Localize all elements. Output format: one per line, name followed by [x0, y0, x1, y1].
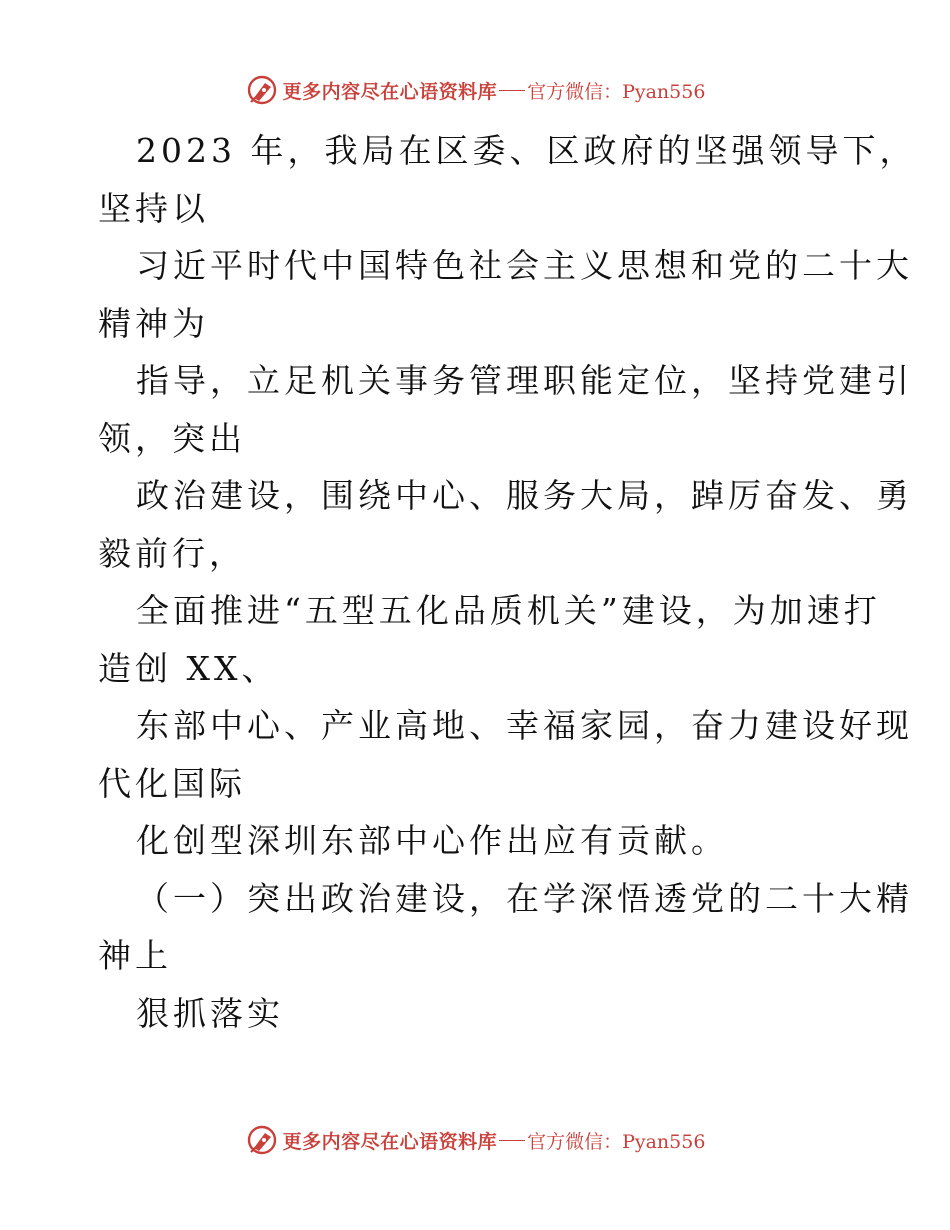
- paragraph-line: 精神为: [98, 303, 209, 343]
- paragraph-line: 坚持以: [98, 188, 209, 228]
- banner-contact-text: 官方微信：Pyan556: [527, 80, 706, 103]
- pen-nib-logo-icon: [245, 1123, 279, 1157]
- pen-nib-logo-icon: [245, 73, 279, 107]
- section-heading-line: 狠抓落实: [136, 993, 284, 1033]
- paragraph-line: 2023 年，我局在区委、区政府的坚强领导下，: [136, 131, 917, 170]
- paragraph-line: 指导，立足机关事务管理职能定位，坚持党建引: [136, 361, 913, 400]
- banner-contact-text: 官方微信：Pyan556: [527, 1130, 706, 1153]
- paragraph-line: 代化国际: [98, 763, 246, 803]
- section-heading-line: （一）突出政治建设，在学深悟透党的二十大精: [136, 878, 913, 918]
- banner-brand-text: 更多内容尽在心语资料库: [282, 80, 498, 103]
- banner-brand-text: 更多内容尽在心语资料库: [282, 1130, 498, 1153]
- paragraph-line: 习近平时代中国特色社会主义思想和党的二十大: [136, 246, 913, 285]
- paragraph-line: 毅前行，: [98, 533, 246, 573]
- paragraph-line: 领，突出: [98, 418, 246, 458]
- banner-divider: [499, 1140, 525, 1141]
- paragraph-line: 政治建设，围绕中心、服务大局，踔厉奋发、勇: [136, 476, 913, 515]
- paragraph-line: 化创型深圳东部中心作出应有贡献。: [136, 821, 728, 860]
- banner-divider: [499, 90, 525, 91]
- section-heading-line: 神上: [98, 936, 172, 975]
- paragraph-line: 造创 XX、: [98, 648, 279, 688]
- document-body: [98, 122, 917, 1042]
- paragraph-line: 全面推进“五型五化品质机关”建设，为加速打: [136, 591, 881, 630]
- header-banner: [0, 70, 950, 110]
- paragraph-line: 东部中心、产业高地、幸福家园，奋力建设好现: [136, 706, 913, 745]
- footer-banner: [0, 1120, 950, 1160]
